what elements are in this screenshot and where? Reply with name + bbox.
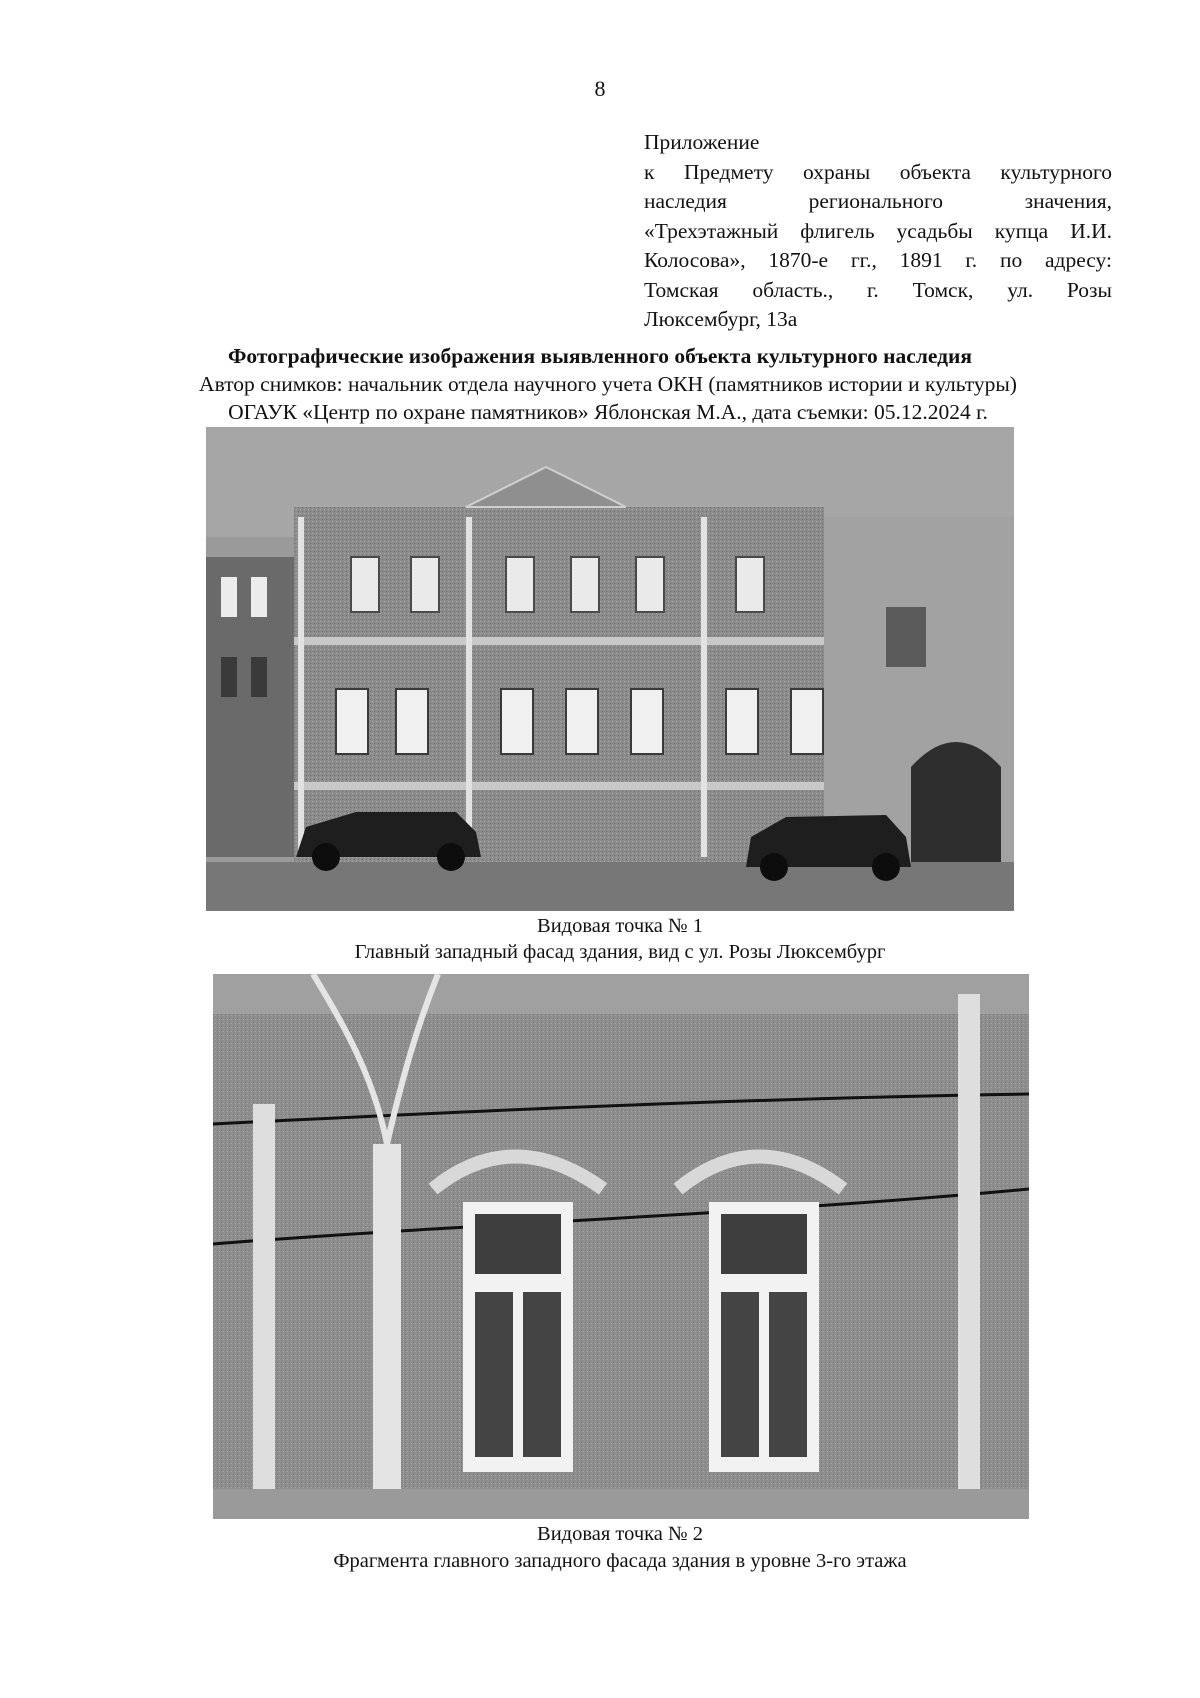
section-heading: Фотографические изображения выявленного объекта культурного наследия xyxy=(227,344,973,368)
page-number: 8 xyxy=(594,76,606,101)
photo-facade-view-2 xyxy=(213,974,1029,1519)
author-line-1: Автор снимков: начальник отдела научного учета ОКН (памятников истории и культуры) xyxy=(199,372,1017,396)
appendix-line: наследия регионального значения, xyxy=(644,189,1112,213)
appendix-line: Колосова», 1870-е гг., 1891 г. по адресу: xyxy=(644,248,1112,272)
appendix-line: Люксембург, 13а xyxy=(644,307,798,331)
appendix-line: «Трехэтажный флигель усадьбы купца И.И. xyxy=(644,218,1112,243)
author-line-2: ОГАУК «Центр по охране памятников» Яблонская М.А., дата съемки: 05.12.2024 г. xyxy=(228,400,988,424)
photo-2-caption-title: Видовая точка № 2 xyxy=(537,1523,703,1545)
facade-fragment-illustration xyxy=(213,974,1029,1519)
appendix-line: Приложение xyxy=(644,130,760,154)
photo-1-caption-text: Главный западный фасад здания, вид с ул. Розы Люксембург xyxy=(354,941,886,963)
appendix-line: Томская область., г. Томск, ул. Розы xyxy=(644,277,1112,302)
facade-photo-illustration xyxy=(206,427,1014,911)
appendix-line: к Предмету охраны объекта культурного xyxy=(644,159,1112,184)
appendix-block xyxy=(644,128,1112,335)
photo-1-caption-title: Видовая точка № 1 xyxy=(537,915,703,937)
photo-facade-view-1 xyxy=(206,427,1014,911)
photo-2-caption-text: Фрагмента главного западного фасада здания в уровне 3-го этажа xyxy=(333,1550,907,1572)
